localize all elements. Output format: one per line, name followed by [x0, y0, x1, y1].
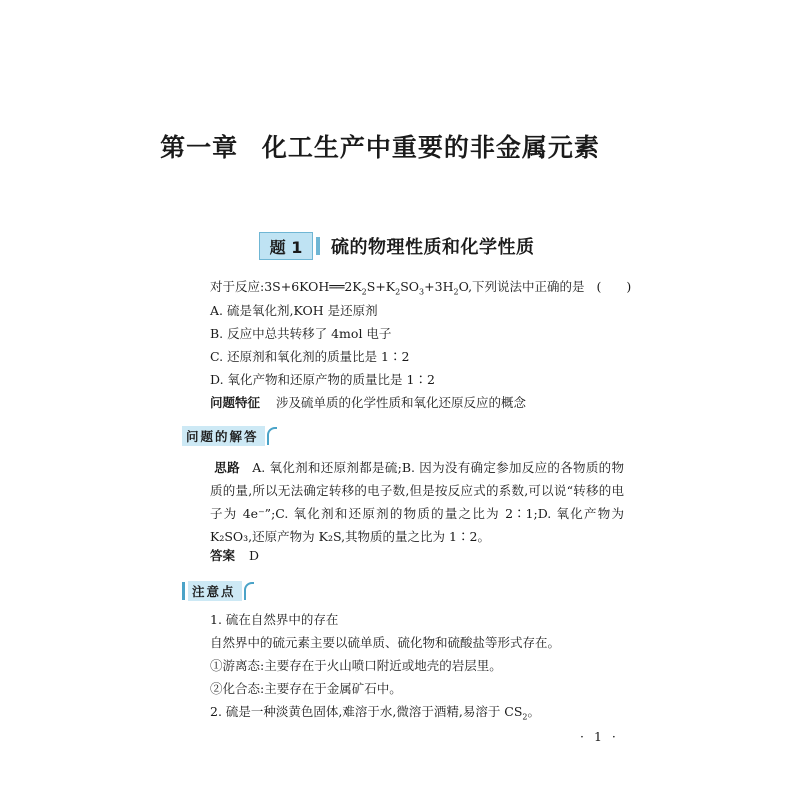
option-d: D. 氧化产物和还原产物的质量比是 1∶2 [210, 372, 435, 387]
note-line-1: 1. 硫在自然界中的存在 [210, 612, 339, 627]
solution-section-header: 问题的解答 [182, 426, 277, 446]
question-feature [210, 395, 526, 411]
notes-section-header: 注意点 [182, 581, 254, 601]
answer-label: 答案 [210, 548, 236, 563]
answer-blank: ( ) [596, 279, 632, 294]
note-line-3: ①游离态:主要存在于火山喷口附近或地壳的岩层里。 [210, 658, 502, 673]
feature-label: 问题特征 [210, 395, 261, 410]
topic-tag: 题 1 [259, 232, 313, 260]
option-a: A. 硫是氧化剂,KOH 是还原剂 [210, 303, 378, 318]
thinking-label: 思路 [214, 460, 240, 475]
topic-title: 硫的物理性质和化学性质 [331, 237, 535, 258]
topic-header [259, 231, 535, 261]
solution-thinking [210, 456, 624, 548]
note-line-5: 2. 硫是一种淡黄色固体,难溶于水,微溶于酒精,易溶于 $CS_2$。 [210, 704, 541, 722]
answer-value: D [249, 548, 260, 563]
answer-line [210, 548, 259, 564]
option-c: C. 还原剂和氧化剂的质量比是 1∶2 [210, 349, 410, 364]
chapter-title: 第一章 化工生产中重要的非金属元素 [160, 133, 600, 162]
note-line-4: ②化合态:主要存在于金属矿石中。 [210, 681, 402, 696]
feature-text: 涉及硫单质的化学性质和氧化还原反应的概念 [276, 395, 527, 410]
thinking-text: A. 氧化剂和还原剂都是硫;B. 因为没有确定参加反应的各物质的物质的量,所以无法确定转移的电子数,但是按反应式的系数,可以说“转移的电子为 4e⁻”;C. 氧化剂和还原剂的物质的量之比为 2∶1;D. 氧化产物为 K₂SO₃,还原产物为 K₂S,其物质的量之比为 1∶2。 [210, 460, 624, 544]
option-b: B. 反应中总共转移了 4mol 电子 [210, 326, 392, 341]
question-stem: 对于反应$:3S+6KOH══2K_2S+K_2SO_3+3H_2O$,下列说法中正确的是 ( ) [210, 279, 632, 297]
page-number: · 1 · [580, 729, 619, 744]
note-line-2: 自然界中的硫元素主要以硫单质、硫化物和硫酸盐等形式存在。 [210, 635, 561, 650]
